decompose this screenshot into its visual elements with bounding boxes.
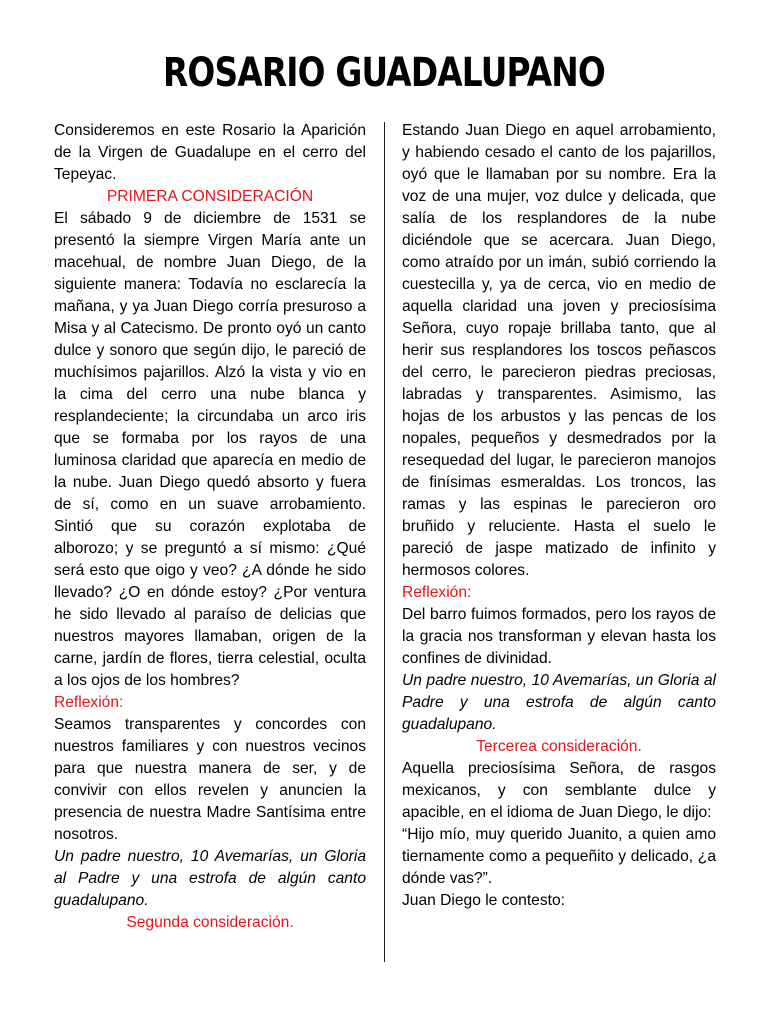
prayer-text: Un padre nuestro, 10 Avemarías, un Gloria al Padre y una estrofa de algún canto guadalupano.: [54, 848, 366, 909]
primera-consideracion-text: El sábado 9 de diciembre de 1531 se presentó la siempre Virgen María ante un macehual, de nombre Juan Diego, de la siguiente manera: Todavía no esclarecía la mañana, y ya Juan Diego corría presuroso a Misa y al Catecismo. De pronto oyó un canto dulce y sonoro que según dijo, le pareció de muchísimos pajarillos. Alzó la vista y vio en la cima del cerro una nube blanca y resplandeciente; la circundaba un arco iris que se formaba por los rayos de una luminosa claridad que aparecía en medio de la nube. Juan Diego quedó absorto y fuera de sí, como en un suave arrobamiento. Sintió que su corazón explotaba de alborozo; y se preguntó a sí mismo: ¿Qué será esto que oigo y veo? ¿A dónde he sido llevado? ¿O en dónde estoy? ¿Por ventura he sido llevado al paraíso de delicias que nuestros mayores llamaban, origen de la carne, jardín de flores, tierra celestial, oculta a los ojos de los hombres?: [54, 210, 366, 689]
left-column: [54, 120, 366, 934]
segunda-consideracion-text: Estando Juan Diego en aquel arrobamiento, y habiendo cesado el canto de los pajarillos, oyó que le llamaban por su nombre. Era la voz de una mujer, voz dulce y delicada, que salía de los resplandores de la nube diciéndole que se acercara. Juan Diego, como atraído por un imán, subió corriendo la cuestecilla y, ya de cerca, vio en medio de aquella claridad una joven y preciosísima Señora, cuyo ropaje brillaba tanto, que al herir sus resplandores los toscos peñascos del cerro, le parecieron piedras preciosas, labradas y transparentes. Asimismo, las hojas de los arbustos y las pencas de los nopales, pequeños y desmedrados por la resequedad del lugar, le parecieron manojos de finísimas esmeraldas. Los troncos, las ramas y las espinas le parecieron oro bruñido y reluciente. Hasta el suelo le pareció de jaspe matizado de infinito y hermosos colores.: [402, 122, 716, 579]
intro-paragraph: Consideremos en este Rosario la Aparición de la Virgen de Guadalupe en el cerro del Tepeyac.: [54, 122, 366, 183]
heading-tercera-consideracion: Tercerea consideración.: [476, 738, 642, 755]
column-divider: [384, 122, 385, 962]
reflexion-label: Reflexión:: [54, 694, 124, 711]
closing-text: Juan Diego le contesto:: [402, 892, 565, 909]
prayer-text: Un padre nuestro, 10 Avemarías, un Gloria al Padre y una estrofa de algún canto guadalupano.: [402, 672, 716, 733]
reflexion-text: Del barro fuimos formados, pero los rayos de la gracia nos transforman y elevan hasta los confines de divinidad.: [402, 606, 716, 667]
heading-primera-consideracion: PRIMERA CONSIDERACIÓN: [106, 188, 314, 205]
page-title: ROSARIO GUADALUPANO: [162, 50, 605, 96]
right-column: [402, 120, 716, 912]
quote-text: “Hijo mío, muy querido Juanito, a quien amo tiernamente como a pequeñito y delicado, ¿a dónde vas?”.: [402, 826, 716, 887]
reflexion-label: Reflexión:: [402, 584, 472, 601]
heading-segunda-consideracion: Segunda consideración.: [126, 914, 294, 931]
tercera-consideracion-text: Aquella preciosísima Señora, de rasgos mexicanos, y con semblante dulce y apacible, en el idioma de Juan Diego, le dijo:: [402, 760, 716, 821]
reflexion-text: Seamos transparentes y concordes con nuestros familiares y con nuestros vecinos para que nuestra manera de ser, y de convivir con ellos revelen y anuncien la presencia de nuestra Madre Santísima entre nosotros.: [54, 716, 366, 843]
